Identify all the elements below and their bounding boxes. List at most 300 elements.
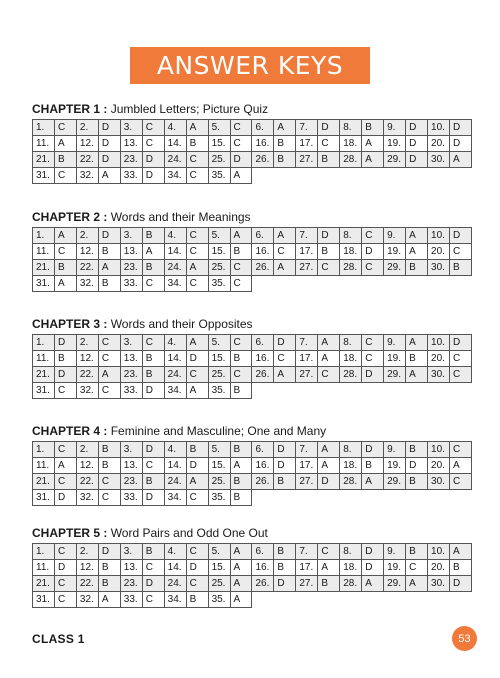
- answer-letter: B: [318, 152, 340, 168]
- question-number: 22.: [76, 576, 98, 592]
- answer-letter: A: [186, 474, 208, 490]
- answer-letter: B: [98, 458, 120, 474]
- answer-letter: C: [186, 244, 208, 260]
- question-number: 27.: [296, 474, 318, 490]
- answer-letter: A: [186, 120, 208, 136]
- question-number: 28.: [340, 474, 362, 490]
- question-number: 31.: [33, 592, 55, 608]
- question-number: 29.: [384, 576, 406, 592]
- answer-letter: D: [98, 136, 120, 152]
- chapter-title: Jumbled Letters; Picture Quiz: [110, 102, 269, 116]
- question-number: 6.: [252, 442, 274, 458]
- answer-letter: B: [98, 576, 120, 592]
- question-number: 4.: [164, 335, 186, 351]
- answer-letter: C: [449, 474, 471, 490]
- question-number: 24.: [164, 152, 186, 168]
- question-number: 7.: [296, 544, 318, 560]
- question-number: 10.: [428, 544, 450, 560]
- answer-letter: D: [54, 490, 76, 506]
- answer-letter: B: [318, 244, 340, 260]
- question-number: 6.: [252, 120, 274, 136]
- question-number: 13.: [120, 560, 142, 576]
- answer-letter: D: [362, 560, 384, 576]
- answer-letter: D: [362, 367, 384, 383]
- answer-letter: B: [186, 136, 208, 152]
- answer-letter: B: [98, 442, 120, 458]
- answer-letter: B: [54, 260, 76, 276]
- answer-letter: A: [98, 260, 120, 276]
- answer-letter: A: [142, 244, 164, 260]
- answer-letter: A: [318, 351, 340, 367]
- chapter-section: [32, 210, 472, 292]
- answer-letter: A: [274, 120, 296, 136]
- answer-letter: A: [362, 152, 384, 168]
- answer-key-table: [32, 334, 472, 399]
- answer-letter: C: [230, 335, 252, 351]
- answer-letter: C: [274, 351, 296, 367]
- question-number: 22.: [76, 260, 98, 276]
- question-number: 5.: [208, 544, 230, 560]
- question-number: 15.: [208, 244, 230, 260]
- answer-row: [33, 244, 472, 260]
- question-number: 21.: [33, 152, 55, 168]
- answer-letter: D: [186, 560, 208, 576]
- question-number: 32.: [76, 592, 98, 608]
- answer-letter: D: [406, 120, 428, 136]
- question-number: 18.: [340, 458, 362, 474]
- answer-row: [33, 442, 472, 458]
- answer-letter: B: [318, 576, 340, 592]
- answer-letter: C: [186, 367, 208, 383]
- question-number: 22.: [76, 474, 98, 490]
- question-number: 28.: [340, 576, 362, 592]
- answer-letter: A: [406, 228, 428, 244]
- question-number: 3.: [120, 442, 142, 458]
- answer-letter: B: [406, 260, 428, 276]
- answer-letter: D: [186, 351, 208, 367]
- question-number: 27.: [296, 576, 318, 592]
- answer-letter: D: [362, 244, 384, 260]
- answer-letter: A: [362, 136, 384, 152]
- answer-letter: C: [98, 335, 120, 351]
- question-number: 19.: [384, 244, 406, 260]
- question-number: 15.: [208, 136, 230, 152]
- answer-letter: C: [362, 351, 384, 367]
- question-number: 14.: [164, 560, 186, 576]
- answer-letter: B: [230, 244, 252, 260]
- question-number: 1.: [33, 544, 55, 560]
- question-number: 9.: [384, 120, 406, 136]
- question-number: 15.: [208, 458, 230, 474]
- answer-row: [33, 458, 472, 474]
- answer-key-table: [32, 119, 472, 184]
- question-number: 16.: [252, 560, 274, 576]
- question-number: 33.: [120, 383, 142, 399]
- answer-letter: D: [142, 442, 164, 458]
- question-number: 3.: [120, 228, 142, 244]
- answer-letter: D: [406, 458, 428, 474]
- answer-letter: D: [449, 228, 471, 244]
- question-number: 13.: [120, 458, 142, 474]
- question-number: 1.: [33, 120, 55, 136]
- answer-letter: B: [274, 136, 296, 152]
- question-number: 30.: [428, 474, 450, 490]
- question-number: 24.: [164, 367, 186, 383]
- question-number: 25.: [208, 576, 230, 592]
- answer-row: [33, 228, 472, 244]
- answer-letter: B: [98, 244, 120, 260]
- question-number: 20.: [428, 244, 450, 260]
- answer-letter: D: [274, 335, 296, 351]
- question-number: 29.: [384, 474, 406, 490]
- chapter-heading: [32, 526, 472, 540]
- answer-letter: B: [230, 383, 252, 399]
- question-number: 27.: [296, 367, 318, 383]
- answer-letter: D: [449, 335, 471, 351]
- answer-letter: B: [142, 228, 164, 244]
- answer-letter: B: [274, 544, 296, 560]
- chapter-title: Feminine and Masculine; One and Many: [110, 424, 327, 438]
- question-number: 35.: [208, 276, 230, 292]
- chapter-title: Words and their Meanings: [110, 210, 251, 224]
- answer-letter: D: [98, 544, 120, 560]
- question-number: 23.: [120, 260, 142, 276]
- answer-letter: A: [362, 576, 384, 592]
- question-number: 1.: [33, 335, 55, 351]
- answer-letter: A: [98, 168, 120, 184]
- question-number: 20.: [428, 458, 450, 474]
- question-number: 16.: [252, 351, 274, 367]
- question-number: 3.: [120, 335, 142, 351]
- answer-letter: A: [406, 367, 428, 383]
- question-number: 20.: [428, 351, 450, 367]
- answer-letter: C: [142, 458, 164, 474]
- answer-letter: B: [449, 260, 471, 276]
- answer-letter: A: [449, 544, 471, 560]
- question-number: 11.: [33, 351, 55, 367]
- question-number: 35.: [208, 592, 230, 608]
- chapter-section: [32, 526, 472, 608]
- chapter-heading: [32, 424, 472, 438]
- answer-letter: C: [449, 367, 471, 383]
- answer-letter: D: [318, 120, 340, 136]
- answer-letter: D: [54, 335, 76, 351]
- question-number: 2.: [76, 120, 98, 136]
- question-number: 24.: [164, 260, 186, 276]
- answer-row: [33, 120, 472, 136]
- answer-letter: D: [449, 136, 471, 152]
- answer-letter: B: [274, 474, 296, 490]
- answer-row: [33, 383, 472, 399]
- question-number: 9.: [384, 544, 406, 560]
- answer-letter: A: [274, 260, 296, 276]
- question-number: 29.: [384, 260, 406, 276]
- answer-letter: C: [362, 260, 384, 276]
- answer-letter: C: [98, 490, 120, 506]
- question-number: 29.: [384, 152, 406, 168]
- answer-letter: A: [318, 442, 340, 458]
- answer-letter: C: [54, 244, 76, 260]
- answer-key-table: [32, 441, 472, 506]
- answer-letter: B: [98, 276, 120, 292]
- question-number: 13.: [120, 136, 142, 152]
- answer-letter: C: [449, 244, 471, 260]
- answer-letter: C: [230, 136, 252, 152]
- answer-letter: A: [98, 592, 120, 608]
- question-number: 26.: [252, 474, 274, 490]
- answer-letter: A: [318, 458, 340, 474]
- answer-letter: C: [54, 544, 76, 560]
- question-number: 6.: [252, 335, 274, 351]
- answer-row: [33, 474, 472, 490]
- answer-key-table: [32, 543, 472, 608]
- question-number: 30.: [428, 152, 450, 168]
- answer-letter: C: [54, 120, 76, 136]
- chapter-heading: [32, 210, 472, 224]
- answer-letter: B: [449, 560, 471, 576]
- question-number: 18.: [340, 244, 362, 260]
- question-number: 33.: [120, 490, 142, 506]
- answer-letter: B: [230, 351, 252, 367]
- answer-letter: A: [449, 458, 471, 474]
- question-number: 34.: [164, 490, 186, 506]
- question-number: 12.: [76, 458, 98, 474]
- answer-letter: C: [230, 120, 252, 136]
- answer-letter: B: [274, 560, 296, 576]
- answer-key-table: [32, 227, 472, 292]
- answer-letter: D: [362, 544, 384, 560]
- answer-letter: B: [274, 152, 296, 168]
- question-number: 2.: [76, 228, 98, 244]
- answer-letter: B: [54, 351, 76, 367]
- answer-letter: B: [230, 442, 252, 458]
- question-number: 33.: [120, 276, 142, 292]
- question-number: 9.: [384, 335, 406, 351]
- answer-letter: D: [406, 152, 428, 168]
- chapter-label: CHAPTER 5 :: [32, 526, 108, 540]
- answer-letter: D: [274, 458, 296, 474]
- answer-row: [33, 335, 472, 351]
- answer-letter: D: [186, 458, 208, 474]
- answer-row: [33, 276, 472, 292]
- answer-letter: C: [142, 136, 164, 152]
- question-number: 3.: [120, 544, 142, 560]
- question-number: 31.: [33, 490, 55, 506]
- answer-letter: C: [54, 576, 76, 592]
- answer-letter: C: [54, 168, 76, 184]
- answer-letter: A: [54, 276, 76, 292]
- answer-letter: A: [186, 383, 208, 399]
- question-number: 2.: [76, 335, 98, 351]
- question-number: 28.: [340, 260, 362, 276]
- question-number: 12.: [76, 560, 98, 576]
- answer-letter: D: [142, 383, 164, 399]
- answer-letter: C: [54, 383, 76, 399]
- answer-letter: A: [230, 576, 252, 592]
- question-number: 5.: [208, 120, 230, 136]
- question-number: 24.: [164, 576, 186, 592]
- question-number: 10.: [428, 335, 450, 351]
- answer-letter: A: [274, 367, 296, 383]
- question-number: 26.: [252, 576, 274, 592]
- question-number: 26.: [252, 152, 274, 168]
- question-number: 4.: [164, 120, 186, 136]
- answer-letter: A: [318, 560, 340, 576]
- question-number: 32.: [76, 276, 98, 292]
- question-number: 14.: [164, 458, 186, 474]
- answer-row: [33, 152, 472, 168]
- answer-letter: C: [274, 244, 296, 260]
- answer-letter: C: [54, 474, 76, 490]
- question-number: 32.: [76, 490, 98, 506]
- question-number: 10.: [428, 442, 450, 458]
- answer-letter: B: [362, 458, 384, 474]
- answer-letter: B: [406, 351, 428, 367]
- page-number-badge: 53: [452, 626, 477, 651]
- answer-letter: A: [54, 458, 76, 474]
- question-number: 6.: [252, 544, 274, 560]
- question-number: 34.: [164, 168, 186, 184]
- question-number: 14.: [164, 244, 186, 260]
- question-number: 20.: [428, 560, 450, 576]
- answer-letter: C: [98, 474, 120, 490]
- answer-letter: B: [186, 592, 208, 608]
- question-number: 11.: [33, 244, 55, 260]
- question-number: 18.: [340, 560, 362, 576]
- chapter-label: CHAPTER 3 :: [32, 317, 108, 331]
- answer-letter: C: [186, 490, 208, 506]
- answer-letter: C: [98, 351, 120, 367]
- question-number: 9.: [384, 442, 406, 458]
- answer-letter: D: [98, 228, 120, 244]
- question-number: 14.: [164, 136, 186, 152]
- answer-letter: C: [186, 228, 208, 244]
- answer-letter: B: [98, 560, 120, 576]
- question-number: 18.: [340, 351, 362, 367]
- question-number: 35.: [208, 490, 230, 506]
- answer-letter: C: [449, 442, 471, 458]
- answer-letter: D: [142, 490, 164, 506]
- answer-letter: C: [318, 367, 340, 383]
- answer-row: [33, 576, 472, 592]
- question-number: 16.: [252, 458, 274, 474]
- question-number: 7.: [296, 120, 318, 136]
- question-number: 10.: [428, 120, 450, 136]
- question-number: 6.: [252, 228, 274, 244]
- question-number: 34.: [164, 592, 186, 608]
- question-number: 8.: [340, 228, 362, 244]
- answer-letter: B: [362, 120, 384, 136]
- answer-letter: B: [406, 544, 428, 560]
- question-number: 4.: [164, 442, 186, 458]
- question-number: 33.: [120, 168, 142, 184]
- answer-letter: A: [230, 544, 252, 560]
- question-number: 26.: [252, 260, 274, 276]
- question-number: 30.: [428, 367, 450, 383]
- question-number: 16.: [252, 244, 274, 260]
- answer-letter: A: [406, 576, 428, 592]
- question-number: 20.: [428, 136, 450, 152]
- answer-letter: B: [406, 474, 428, 490]
- question-number: 19.: [384, 351, 406, 367]
- answer-letter: A: [230, 168, 252, 184]
- question-number: 8.: [340, 442, 362, 458]
- question-number: 1.: [33, 442, 55, 458]
- answer-letter: C: [318, 136, 340, 152]
- answer-letter: C: [230, 276, 252, 292]
- answer-letter: C: [186, 168, 208, 184]
- answer-letter: A: [406, 244, 428, 260]
- question-number: 16.: [252, 136, 274, 152]
- chapter-title: Words and their Opposites: [110, 317, 253, 331]
- question-number: 31.: [33, 276, 55, 292]
- question-number: 35.: [208, 168, 230, 184]
- answer-letter: B: [142, 474, 164, 490]
- answer-letter: A: [362, 474, 384, 490]
- class-label: CLASS 1: [32, 632, 85, 646]
- answer-row: [33, 490, 472, 506]
- question-number: 5.: [208, 335, 230, 351]
- question-number: 17.: [296, 351, 318, 367]
- answer-letter: C: [318, 544, 340, 560]
- question-number: 23.: [120, 576, 142, 592]
- answer-letter: D: [54, 367, 76, 383]
- question-number: 31.: [33, 383, 55, 399]
- question-number: 7.: [296, 442, 318, 458]
- question-number: 12.: [76, 136, 98, 152]
- answer-letter: A: [98, 367, 120, 383]
- answer-letter: D: [274, 576, 296, 592]
- question-number: 7.: [296, 335, 318, 351]
- answer-row: [33, 168, 472, 184]
- question-number: 8.: [340, 120, 362, 136]
- answer-letter: C: [449, 351, 471, 367]
- question-number: 17.: [296, 560, 318, 576]
- answer-letter: D: [142, 152, 164, 168]
- answer-letter: D: [98, 152, 120, 168]
- question-number: 11.: [33, 560, 55, 576]
- question-number: 17.: [296, 244, 318, 260]
- question-number: 29.: [384, 367, 406, 383]
- question-number: 13.: [120, 351, 142, 367]
- question-number: 23.: [120, 474, 142, 490]
- question-number: 32.: [76, 168, 98, 184]
- answer-letter: A: [230, 592, 252, 608]
- question-number: 2.: [76, 544, 98, 560]
- answer-letter: C: [186, 276, 208, 292]
- answer-letter: D: [449, 120, 471, 136]
- answer-letter: A: [54, 136, 76, 152]
- answer-letter: B: [230, 490, 252, 506]
- answer-letter: A: [406, 335, 428, 351]
- answer-letter: A: [230, 560, 252, 576]
- question-number: 11.: [33, 458, 55, 474]
- answer-letter: A: [186, 260, 208, 276]
- question-number: 24.: [164, 474, 186, 490]
- answer-letter: D: [318, 228, 340, 244]
- answer-letter: B: [230, 474, 252, 490]
- question-number: 11.: [33, 136, 55, 152]
- answer-letter: C: [362, 335, 384, 351]
- question-number: 14.: [164, 351, 186, 367]
- answer-row: [33, 560, 472, 576]
- question-number: 19.: [384, 458, 406, 474]
- answer-letter: C: [98, 383, 120, 399]
- question-number: 21.: [33, 260, 55, 276]
- answer-letter: C: [186, 152, 208, 168]
- chapter-title: Word Pairs and Odd One Out: [110, 526, 268, 540]
- answer-letter: B: [142, 260, 164, 276]
